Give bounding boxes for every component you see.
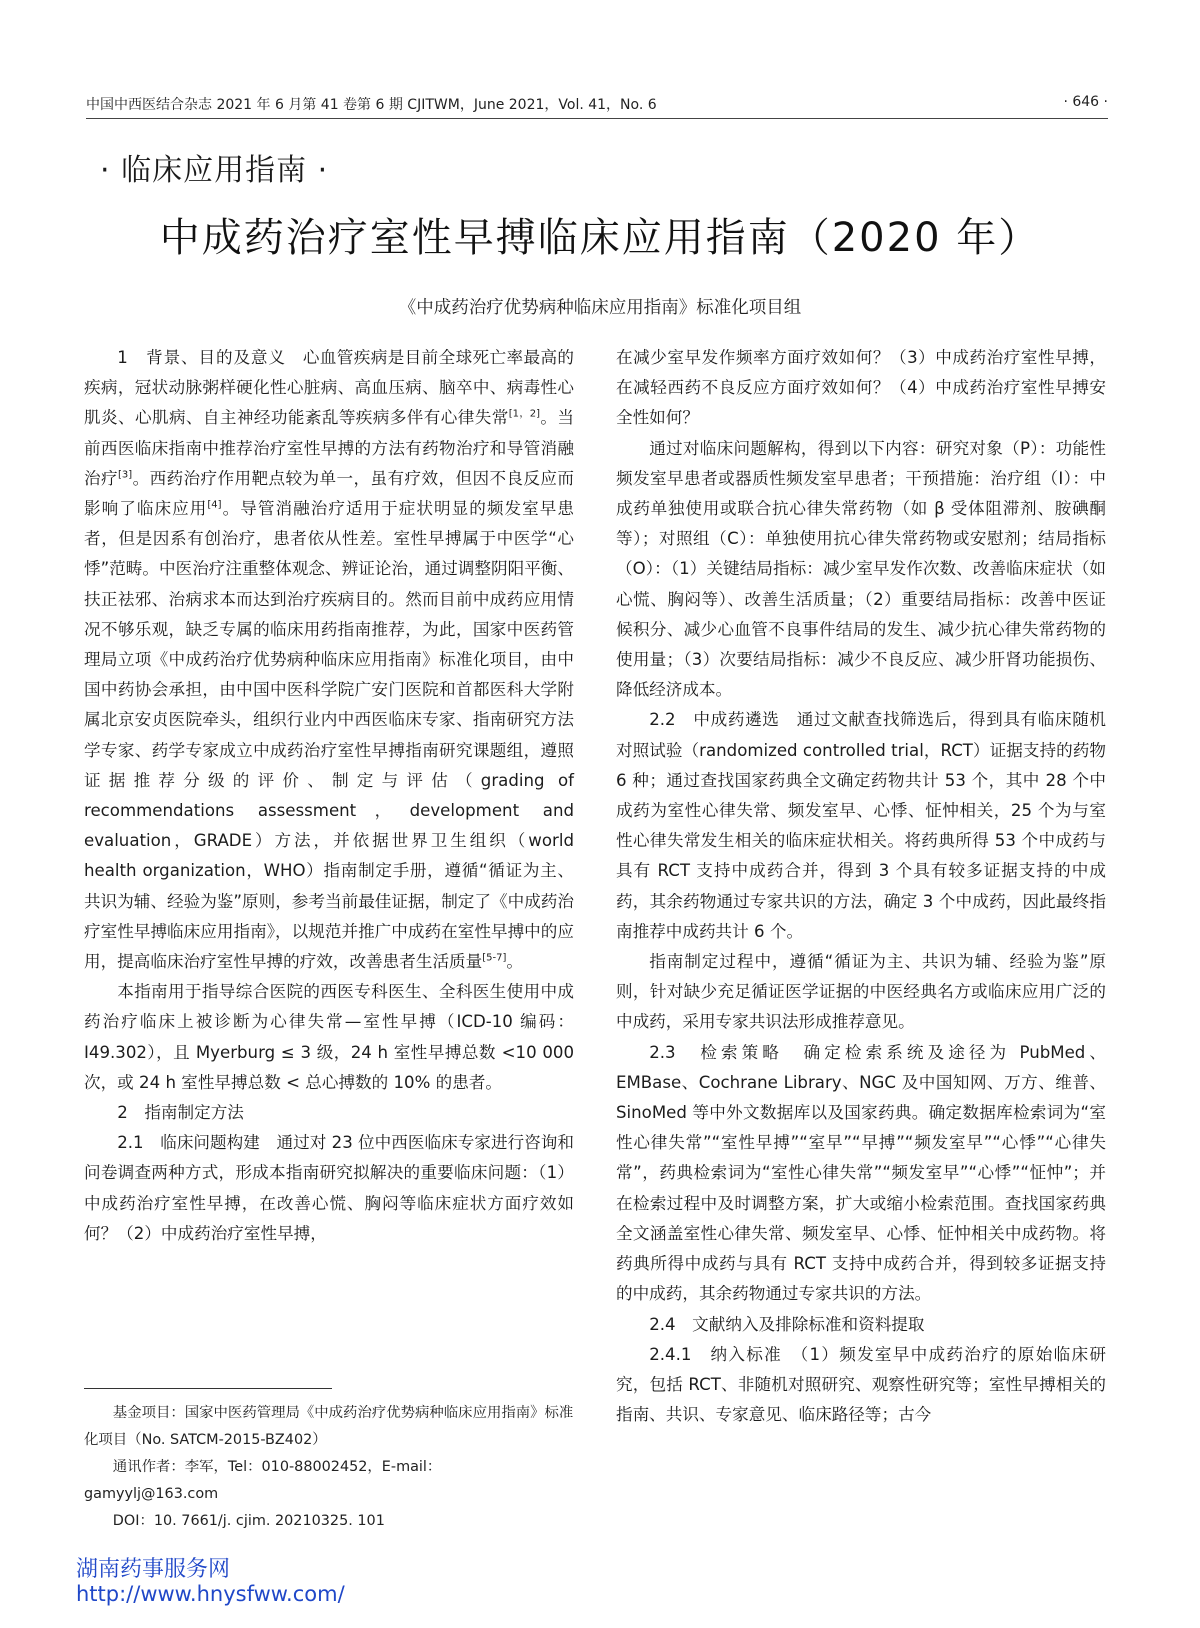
footnotes	[84, 1400, 574, 1535]
text-run: 确定检索系统及途径为 PubMed、EMBase、Cochrane Library、NGC 及中国知网、万方、维普、SinoMed 等中外文数据库以及国家药典。确定数据库检索词为“室性心律失常”“室性早搏”“室早”“早搏”“频发室早”“心悸”“心律失常”，药典检索词为“室性心律失常”“频发室早”“心悸”“怔忡”；并在检索过程中及时调整方案，扩大或缩小检索范围。查找国家药典全文涵盖室性心律失常、频发室早、心悸、怔忡相关中成药物。将药典所得中成药与具有 RCT 支持中成药合并，得到较多证据支持的中成药，其余药物通过专家共识的方法。	[616, 1042, 1106, 1304]
heading-search-strategy: 2.3 检索策略	[649, 1042, 783, 1062]
heading-methods: 2 指南制定方法	[117, 1103, 244, 1123]
watermark-site-url[interactable]: http://www.hnysfww.com/	[76, 1582, 345, 1606]
heading-clinical-questions: 2.1 临床问题构建	[117, 1133, 260, 1153]
citation-ref: [3]	[118, 469, 133, 481]
heading-background: 1 背景、目的及意义	[117, 348, 286, 367]
left-column	[84, 343, 574, 1249]
citation-ref: [4]	[207, 499, 222, 511]
right-column	[616, 343, 1106, 1430]
paragraph-scope: 本指南用于指导综合医院的西医专科医生、全科医生使用中成药治疗临床上被诊断为心律失常—室性早搏（ICD-10 编码：I49.302），且 Myerburg ≤ 3 级，24 h 室性早搏总数 <10 000 次，或 24 h 室性早搏总数 < 总心搏数的 10% 的患者。	[84, 982, 574, 1092]
footnote-corresponding-author: 通讯作者：李军，Tel：010-88002452，E-mail：gamyylj@163.com	[84, 1459, 442, 1502]
text-run: 通过对 23 位中西医临床专家进行咨询和问卷调查两种方式，形成本指南研究拟解决的重要临床问题：（1）中成药治疗室性早搏，在改善心慌、胸闷等临床症状方面疗效如何？（2）中成药治疗室性早搏，	[84, 1133, 574, 1243]
section-label: · 临床应用指南 ·	[100, 153, 329, 188]
text-run: 。当前西医临床指南中推荐治疗室性早搏的方法有药物治疗和导管消融治疗	[84, 408, 575, 488]
text-run: 。	[506, 952, 523, 972]
article-title: 中成药治疗室性早搏临床应用指南（2020 年）	[159, 215, 1041, 261]
text-run: 。西药治疗作用靶点较为单一，虽有疗效，但因不良反应而影响了临床应用	[84, 468, 575, 519]
author-group: 《中成药治疗优势病种临床应用指南》标准化项目组	[398, 298, 802, 318]
running-head	[86, 94, 1108, 116]
text-run: （1）频发室早中成药治疗的原始临床研究，包括 RCT、非随机对照研究、观察性研究等；室性早搏相关的指南、共识、专家意见、临床路径等；古今	[616, 1344, 1106, 1425]
citation-ref: [5-7]	[482, 952, 507, 964]
heading-inclusion: 2.4 文献纳入及排除标准和资料提取	[649, 1314, 925, 1334]
paragraph-consensus: 指南制定过程中，遵循“循证为主、共识为辅、经验为鉴”原则，针对缺少充足循证医学证据的中医经典名方或临床应用广泛的中成药，采用专家共识法形成推荐意见。	[616, 952, 1106, 1032]
page-number: · 646 ·	[1063, 94, 1108, 110]
citation-ref: [1，2]	[508, 408, 541, 420]
paragraph-clinical-questions	[84, 1128, 574, 1249]
text-run: 心血管疾病是目前全球死亡率最高的疾病，冠状动脉粥样硬化性心脏病、高血压病、脑卒中、病毒性心肌炎、心肌病、自主神经功能紊乱等疾病多伴有心律失常	[84, 348, 575, 428]
watermark-site-name: 湖南药事服务网	[76, 1557, 231, 1582]
footnote-doi: DOI：10. 7661/j. cjim. 20210325. 101	[112, 1513, 385, 1529]
footnote-divider	[84, 1388, 332, 1389]
paragraph-drug-selection	[616, 705, 1106, 947]
paragraph-questions-cont: 在减少室早发作频率方面疗效如何？（3）中成药治疗室性早搏，在减轻西药不良反应方面疗效如何？（4）中成药治疗室性早搏安全性如何？	[616, 348, 1106, 428]
journal-citation: 中国中西医结合杂志 2021 年 6 月第 41 卷第 6 期 CJITWM，June 2021，Vol. 41，No. 6	[86, 97, 657, 113]
heading-inclusion-criteria: 2.4.1 纳入标准	[649, 1344, 783, 1364]
text-run: 。导管消融治疗适用于症状明显的频发室早患者，但是因系有创治疗，患者依从性差。室性早搏属于中医学“心悸”范畴。中医治疗注重整体观念、辨证论治，通过调整阴阳平衡、扶正祛邪、治病求本而达到治疗疾病目的。然而目前中成药应用情况不够乐观，缺乏专属的临床用药指南推荐，为此，国家中医药管理局立项《中成药治疗优势病种临床应用指南》标准化项目，由中国中药协会承担，由中国中医科学院广安门医院和首都医科大学附属北京安贞医院牵头，组织行业内中西医临床专家、指南研究方法学专家、药学专家成立中成药治疗室性早搏指南研究课题组，遵照证据推荐分级的评价、制定与评估（grading of recommendations assessment，development and evaluation，GRADE）方法，并依据世界卫生组织（world health organization，WHO）指南制定手册，遵循“循证为主、共识为辅、经验为鉴”原则，参考当前最佳证据，制定了《中成药治疗室性早搏临床应用指南》，以规范并推广中成药在室性早搏中的应用，提高临床治疗室性早搏的疗效，改善患者生活质量	[84, 499, 575, 972]
paragraph-background	[84, 343, 574, 977]
paragraph-inclusion-criteria	[616, 1340, 1106, 1431]
footnote-fund: 基金项目：国家中医药管理局《中成药治疗优势病种临床应用指南》标准化项目（No. SATCM-2015-BZ402）	[84, 1405, 574, 1448]
paragraph-pico: 通过对临床问题解构，得到以下内容：研究对象（P）：功能性频发室早患者或器质性频发室早患者；干预措施：治疗组（I）：中成药单独使用或联合抗心律失常药物（如 β 受体阻滞剂、胺碘酮等）；对照组（C）：单独使用抗心律失常药物或安慰剂；结局指标（O）：（1）关键结局指标：减少室早发作次数、改善临床症状（如心慌、胸闷等）、改善生活质量；（2）重要结局指标：改善中医证候积分、减少心血管不良事件结局的发生、减少抗心律失常药物的使用量；（3）次要结局指标：减少不良反应、减少肝肾功能损伤、降低经济成本。	[616, 438, 1106, 700]
header-divider	[86, 118, 1108, 119]
heading-drug-selection: 2.2 中成药遴选	[649, 710, 780, 730]
text-run: 通过文献查找筛选后，得到具有临床随机对照试验（randomized controlled trial，RCT）证据支持的药物 6 种；通过查找国家药典全文确定药物共计 53 个，其中 28 个中成药为室性心律失常、频发室早、心悸、怔忡相关，25 个为与室性心律失常发生相关的临床症状相关。将药典所得 53 个中成药与具有 RCT 支持中成药合并，得到 3 个具有较多证据支持的中成药，其余药物通过专家共识的方法，确定 3 个中成药，因此最终指南推荐中成药共计 6 个。	[616, 710, 1107, 941]
paragraph-search-strategy	[616, 1038, 1106, 1310]
